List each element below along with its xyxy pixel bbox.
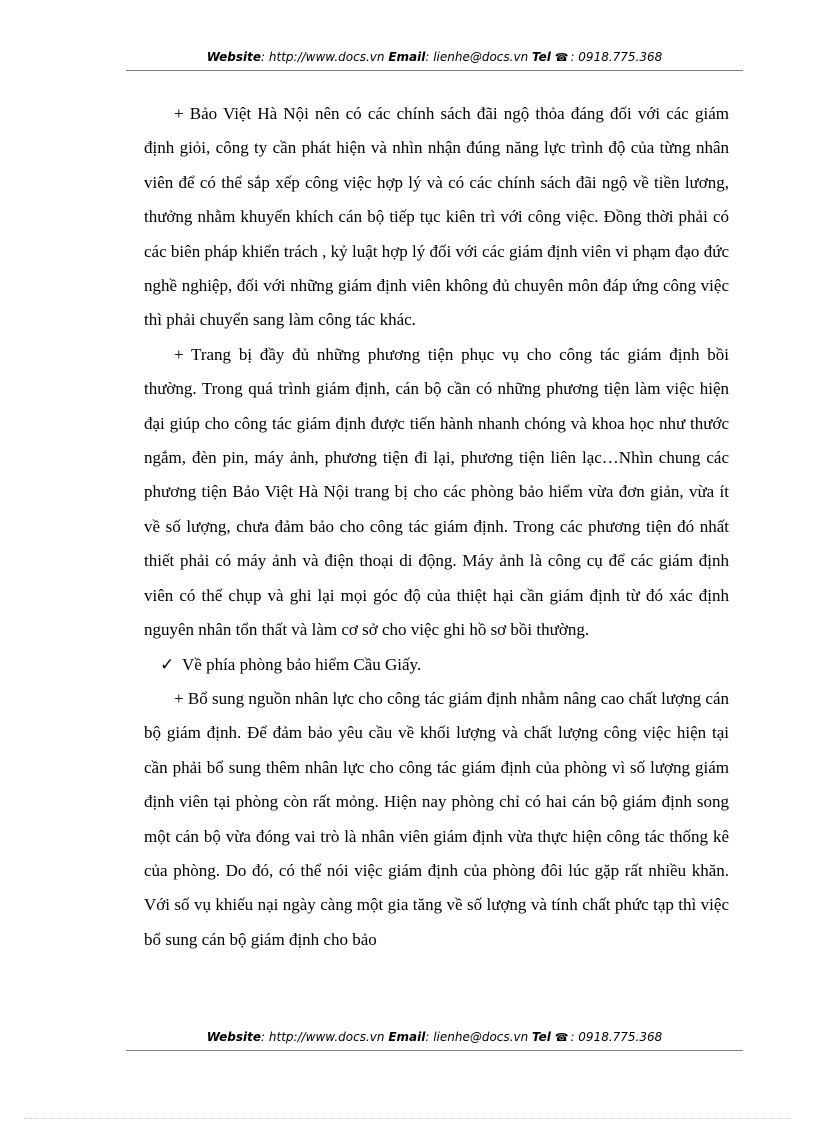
check-icon: ✓	[160, 654, 175, 674]
footer-website-value: : http://www.docs.vn	[261, 1030, 385, 1044]
page-footer	[126, 1030, 743, 1051]
paragraph-equipment: + Trang bị đầy đủ những phương tiện phục vụ cho công tác giám định bồi thường. Trong quá trình giám định, cán bộ cần có những phương tiện làm việc hiện đại giúp cho công tác giám định được tiến hành nhanh chóng và khoa học như thước ngắm, đèn pin, máy ảnh, phương tiện đi lại, phương tiện liên lạc…Nhìn chung các phương tiện Bảo Việt Hà Nội trang bị cho các phòng bảo hiểm vừa đơn giản, vừa ít về số lượng, chưa đảm bảo cho công tác giám định. Trong các phương tiện đó nhất thiết phải có máy ảnh và điện thoại di động. Máy ảnh là công cụ để các giám định viên có thể chụp và ghi lại mọi góc độ của thiệt hại cần giám định từ đó xác định nguyên nhân tổn thất và làm cơ sở cho việc ghi hồ sơ bồi thường.	[144, 344, 729, 640]
page-header	[126, 50, 743, 71]
footer-email-label: Email	[388, 1030, 426, 1044]
header-website-label: Website	[206, 50, 262, 64]
page-bottom-divider	[24, 1118, 792, 1119]
header-tel-value: : 0918.775.368	[570, 50, 663, 64]
phone-icon: ☎	[554, 1031, 569, 1044]
section-heading-text: Về phía phòng bảo hiểm Cầu Giấy.	[182, 654, 422, 674]
footer-tel-label: Tel	[532, 1030, 551, 1044]
phone-icon: ☎	[554, 51, 569, 64]
footer-website-label: Website	[206, 1030, 262, 1044]
section-heading-cau-giay	[144, 648, 729, 682]
header-email-value: : lienhe@docs.vn	[425, 50, 529, 64]
footer-email-value: : lienhe@docs.vn	[425, 1030, 529, 1044]
header-tel-label: Tel	[532, 50, 551, 64]
header-email-label: Email	[388, 50, 426, 64]
paragraph-staff-policy: + Bảo Việt Hà Nội nên có các chính sách đãi ngộ thỏa đáng đối với các giám định giỏi, công ty cần phát hiện và nhìn nhận đúng năng lực trình độ của từng nhân viên để có thể sắp xếp công việc hợp lý và có các chính sách đãi ngộ về tiền lương, thưởng nhằm khuyến khích cán bộ tiếp tục kiên trì với công việc. Đồng thời phải có các biên pháp khiển trách , kỷ luật hợp lý đối với các giám định viên vi phạm đạo đức nghề nghiệp, đối với những giám định viên không đủ chuyên môn đáp ứng công việc thì phải chuyển sang làm công tác khác.	[144, 104, 729, 330]
document-body	[144, 97, 729, 957]
header-website-value: : http://www.docs.vn	[261, 50, 385, 64]
paragraph-human-resources: + Bổ sung nguồn nhân lực cho công tác giám định nhằm nâng cao chất lượng cán bộ giám định. Để đảm bảo yêu cầu về khối lượng và chất lượng công việc hiện tại cần phải bổ sung thêm nhân lực cho công tác giám định của phòng vì số lượng giám định viên tại phòng còn rất mỏng. Hiện nay phòng chỉ có hai cán bộ giám định song một cán bộ vừa đóng vai trò là nhân viên giám định vừa thực hiện công tác thống kê của phòng. Do đó, có thể nói việc giám định của phòng đôi lúc gặp rất nhiều khăn. Với số vụ khiếu nại ngày càng một gia tăng về số lượng và tính chất phức tạp thì việc bổ sung cán bộ giám định cho bảo	[144, 688, 729, 949]
footer-tel-value: : 0918.775.368	[570, 1030, 663, 1044]
